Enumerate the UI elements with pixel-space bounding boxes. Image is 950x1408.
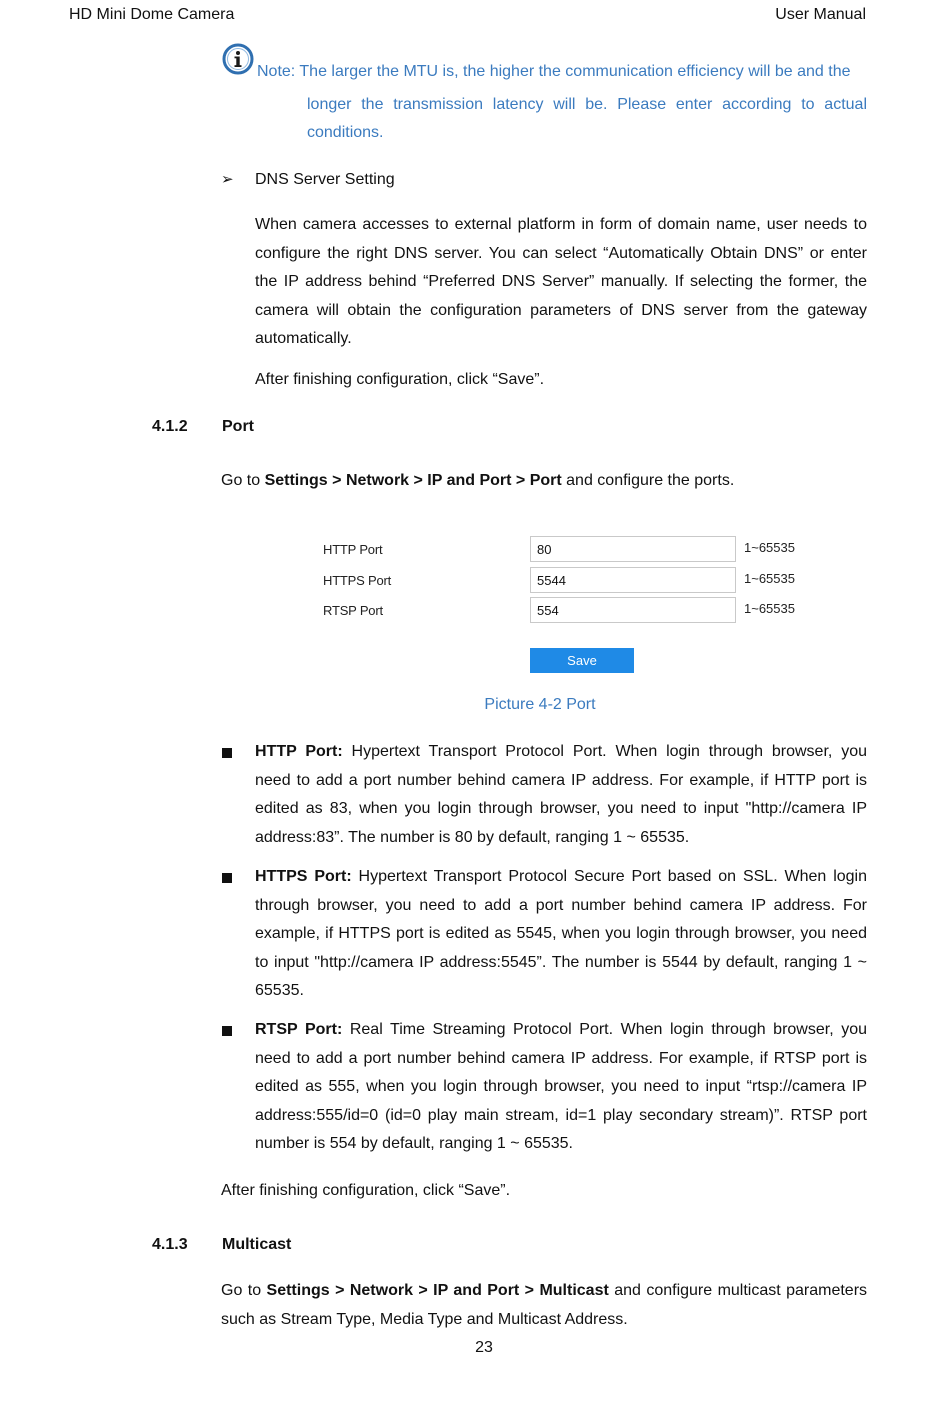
port-settings-form bbox=[322, 535, 802, 675]
http-port-description: HTTP Port: Hypertext Transport Protocol Port. When login through browser, you need to add a port number behind camera IP address. For example, if HTTP port is edited as 83, when you login through browser, you need to input "http://camera IP address:83”. The number is 80 by default, ranging 1 ~ 65535. bbox=[255, 743, 867, 846]
https-port-description: HTTPS Port: Hypertext Transport Protocol Secure Port based on SSL. When login through browser, you need to add a port number behind camera IP address. For example, if HTTPS port is edited as 5545, when you login through browser, you need to input "http://camera IP address:5545”. The number is 5544 by default, ranging 1 ~ 65535. bbox=[255, 868, 868, 999]
header-right: User Manual bbox=[775, 6, 866, 23]
https-port-input[interactable] bbox=[530, 567, 736, 593]
square-bullet-icon bbox=[222, 873, 232, 883]
section-number: 4.1.3 bbox=[152, 1236, 188, 1253]
dns-paragraph bbox=[255, 211, 867, 354]
http-port-input[interactable] bbox=[530, 536, 736, 562]
port-after: After finishing configuration, click “Save”. bbox=[221, 1182, 511, 1199]
http-port-range: 1~65535 bbox=[744, 540, 795, 555]
section-title: Multicast bbox=[222, 1236, 292, 1253]
dns-line: When camera accesses to external platform in form of domain name, user needs to bbox=[255, 216, 867, 233]
http-port-label: HTTP Port bbox=[323, 542, 383, 557]
note-line-3: conditions. bbox=[307, 124, 384, 141]
dns-after: After finishing configuration, click “Save”. bbox=[255, 371, 545, 388]
port-intro: Go to Settings > Network > IP and Port > Port and configure the ports. bbox=[221, 472, 735, 489]
https-port-label: HTTPS Port bbox=[323, 573, 392, 588]
dns-line: the IP address behind “Preferred DNS Server” manually. If selecting the former, the bbox=[255, 273, 867, 290]
multicast-intro: Go to Settings > Network > IP and Port > Multicast and configure multicast parameters such as Stream Type, Media Type and Multicast Address. bbox=[221, 1282, 868, 1328]
page-number: 23 bbox=[475, 1339, 493, 1356]
info-icon bbox=[222, 43, 254, 75]
figure-caption: Picture 4-2 Port bbox=[484, 696, 596, 713]
rtsp-port-description: RTSP Port: Real Time Streaming Protocol Port. When login through browser, you need to add a port number behind camera IP address. For example, if RTSP port is edited as 555, when you login through browser, you need to input “rtsp://camera IP address:555/id=0 (id=0 play main stream, id=1 play secondary stream)”. RTSP port number is 554 by default, ranging 1 ~ 65535. bbox=[255, 1021, 868, 1152]
rtsp-port-input[interactable] bbox=[530, 597, 736, 623]
dns-line: configure the right DNS server. You can select “Automatically Obtain DNS” or enter bbox=[255, 244, 867, 262]
header-left: HD Mini Dome Camera bbox=[69, 6, 235, 23]
section-number: 4.1.2 bbox=[152, 418, 188, 435]
rtsp-port-label: RTSP Port bbox=[323, 603, 383, 618]
dns-title: DNS Server Setting bbox=[255, 171, 395, 188]
square-bullet-icon bbox=[222, 1026, 232, 1036]
dns-line: camera will obtain the configuration parameters of DNS server from the gateway bbox=[255, 301, 867, 319]
https-port-range: 1~65535 bbox=[744, 571, 795, 586]
dns-line: automatically. bbox=[255, 330, 352, 347]
rtsp-port-range: 1~65535 bbox=[744, 601, 795, 616]
note-line-2: longer the transmission latency will be. Please enter according to actual bbox=[307, 96, 867, 113]
section-title: Port bbox=[222, 418, 254, 435]
arrow-bullet-icon: ➢ bbox=[221, 171, 234, 188]
save-button[interactable]: Save bbox=[530, 648, 634, 673]
square-bullet-icon bbox=[222, 748, 232, 758]
note-line-1: Note: The larger the MTU is, the higher the communication efficiency will be and the bbox=[257, 63, 851, 80]
